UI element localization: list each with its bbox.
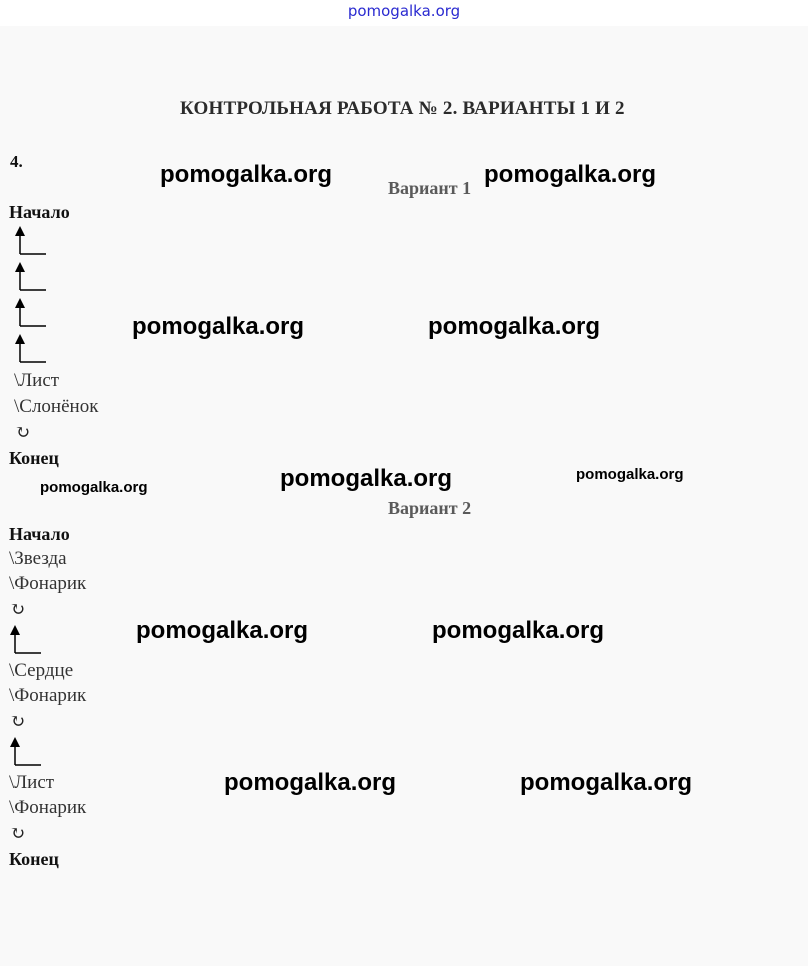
turn-arrow-icon [12,298,46,328]
watermark: pomogalka.org [136,617,309,644]
watermark: pomogalka.org [224,769,397,796]
variant2-command: \Фонарик [9,797,87,818]
page-title: КОНТРОЛЬНАЯ РАБОТА № 2. ВАРИАНТЫ 1 И 2 [180,98,625,119]
loop-arrow-icon: ↻ [10,599,26,619]
variant2-command: \Фонарик [9,685,87,706]
loop-arrow-icon: ↻ [15,422,31,442]
watermark: pomogalka.org [520,769,693,796]
loop-arrow-icon: ↻ [10,823,26,843]
variant1-command: \Слонёнок [14,396,99,417]
turn-arrow-icon [12,262,46,292]
variant2-command: \Лист [9,772,55,793]
variant1-end: Конец [9,448,59,468]
watermark: pomogalka.org [432,617,605,644]
variant2-command: \Звезда [9,548,67,569]
site-watermark-link[interactable]: pomogalka.org [347,2,461,20]
variant2-end: Конец [9,849,59,869]
loop-arrow-icon: ↻ [10,711,26,731]
watermark: pomogalka.org [160,161,333,188]
watermark: pomogalka.org [484,161,657,188]
watermark: pomogalka.org [132,313,305,340]
variant2-command: \Сердце [9,660,74,681]
watermark: pomogalka.org [576,466,684,483]
variant1-heading: Вариант 1 [388,178,472,198]
watermark: pomogalka.org [428,313,601,340]
variant2-begin: Начало [9,524,70,544]
variant1-command: \Лист [14,370,60,391]
turn-arrow-icon [7,737,41,767]
watermark: pomogalka.org [280,465,453,492]
turn-arrow-icon [12,226,46,256]
variant1-begin: Начало [9,202,70,222]
turn-arrow-icon [12,334,46,364]
turn-arrow-icon [7,625,41,655]
watermark: pomogalka.org [40,479,148,496]
variant2-command: \Фонарик [9,573,87,594]
task-number: 4. [10,152,23,171]
variant2-heading: Вариант 2 [388,498,472,518]
